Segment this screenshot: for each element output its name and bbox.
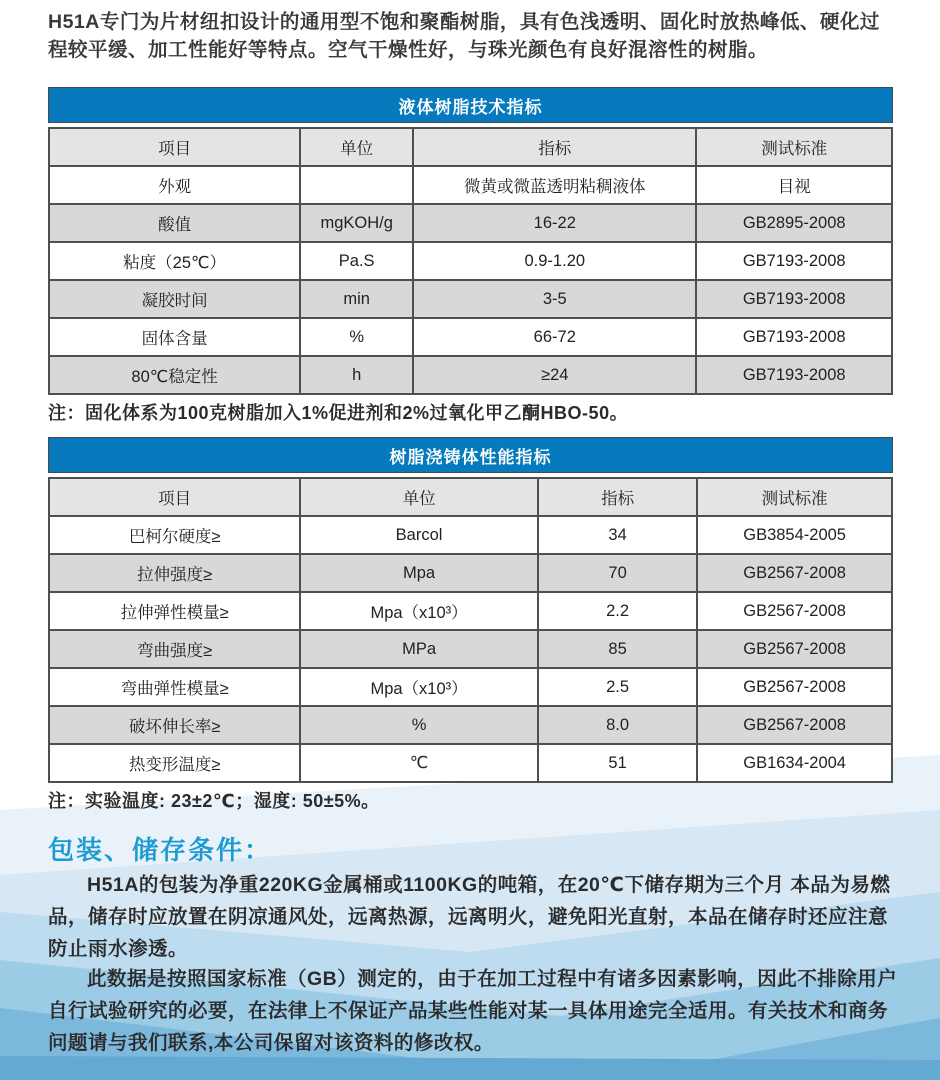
table-cell: 微黄或微蓝透明粘稠液体 — [413, 166, 696, 204]
table-cell: 凝胶时间 — [49, 280, 300, 318]
table-cell: 2.2 — [538, 592, 697, 630]
table-cell: Barcol — [300, 516, 538, 554]
product-intro-text: H51A专门为片材纽扣设计的通用型不饱和聚酯树脂，具有色浅透明、固化时放热峰低、硬化过程较平缓、加工性能好等特点。空气干燥性好，与珠光颜色有良好混溶性的树脂。 — [48, 11, 880, 61]
table-cell: GB7193-2008 — [696, 280, 892, 318]
table-row — [49, 516, 892, 554]
table-footnote: 注：固化体系为100克树脂加入1%促进剂和2%过氧化甲乙酮HBO-50。 — [48, 403, 629, 423]
table-row — [49, 280, 892, 318]
table-cell: GB2895-2008 — [696, 204, 892, 242]
table-cell: ℃ — [300, 744, 538, 782]
table-cell: 34 — [538, 516, 697, 554]
table-header-row — [49, 478, 892, 516]
spec-table — [48, 477, 893, 783]
table-row — [49, 554, 892, 592]
table-cell: 热变形温度≥ — [49, 744, 300, 782]
table-cell: 85 — [538, 630, 697, 668]
table-cell: 66-72 — [413, 318, 696, 356]
table-row — [49, 744, 892, 782]
table-header-row — [49, 128, 892, 166]
table-cell: GB2567-2008 — [697, 706, 892, 744]
table-row — [49, 706, 892, 744]
table-cell: 3-5 — [413, 280, 696, 318]
spec-table — [48, 127, 893, 395]
table-cell: GB1634-2004 — [697, 744, 892, 782]
table-cell: 0.9-1.20 — [413, 242, 696, 280]
table-cell: GB2567-2008 — [697, 554, 892, 592]
table-cell: ≥24 — [413, 356, 696, 394]
table-cell: 拉伸强度≥ — [49, 554, 300, 592]
table-row — [49, 318, 892, 356]
table-cell: GB3854-2005 — [697, 516, 892, 554]
table-cell: 80℃稳定性 — [49, 356, 300, 394]
storage-paragraph: H51A的包装为净重220KG金属桶或1100KG的吨箱，在20℃下储存期为三个月 本品为易燃品，储存时应放置在阴凉通风处，远离热源，远离明火，避免阳光直射，本品在储存时还应注意防止雨水渗透。 — [48, 874, 891, 960]
table-cell: MPa — [300, 630, 538, 668]
table-cell: GB2567-2008 — [697, 668, 892, 706]
table-cell: 弯曲强度≥ — [49, 630, 300, 668]
table-row — [49, 242, 892, 280]
table-cell: 外观 — [49, 166, 300, 204]
table-cell: 2.5 — [538, 668, 697, 706]
table-title-bar: 树脂浇铸体性能指标 — [48, 437, 893, 473]
table-row — [49, 630, 892, 668]
table-cell: GB2567-2008 — [697, 630, 892, 668]
table-cell: 粘度（25℃） — [49, 242, 300, 280]
table-title-bar: 液体树脂技术指标 — [48, 87, 893, 123]
disclaimer-paragraph: 此数据是按照国家标准（GB）测定的，由于在加工过程中有诸多因素影响，因此不排除用户自行试验研究的必要，在法律上不保证产品某些性能对某一具体用途完全适用。有关技术和商务问题请与我们联系,本公司保留对该资料的修改权。 — [48, 968, 898, 1054]
table-cell: 拉伸弹性模量≥ — [49, 592, 300, 630]
table-cell: 70 — [538, 554, 697, 592]
table-cell: min — [300, 280, 413, 318]
table-cell: 破坏伸长率≥ — [49, 706, 300, 744]
table-row — [49, 668, 892, 706]
table-cell: 51 — [538, 744, 697, 782]
column-header: 指标 — [413, 128, 696, 166]
casting-performance-table-block — [48, 437, 893, 783]
table-cell: 巴柯尔硬度≥ — [49, 516, 300, 554]
table-cell: mgKOH/g — [300, 204, 413, 242]
storage-section-heading: 包装、储存条件： — [48, 835, 273, 865]
column-header: 单位 — [300, 128, 413, 166]
table-cell: Mpa（x10³） — [300, 592, 538, 630]
table-cell: 酸值 — [49, 204, 300, 242]
table-cell: % — [300, 706, 538, 744]
table-cell: GB7193-2008 — [696, 356, 892, 394]
table-cell: Pa.S — [300, 242, 413, 280]
table-cell: GB2567-2008 — [697, 592, 892, 630]
column-header: 测试标准 — [696, 128, 892, 166]
table-cell: % — [300, 318, 413, 356]
column-header: 单位 — [300, 478, 538, 516]
table-cell: 16-22 — [413, 204, 696, 242]
table-cell: 固体含量 — [49, 318, 300, 356]
table-cell: GB7193-2008 — [696, 242, 892, 280]
table-cell: Mpa（x10³） — [300, 668, 538, 706]
table-row — [49, 592, 892, 630]
table-cell: 弯曲弹性模量≥ — [49, 668, 300, 706]
table-cell — [300, 166, 413, 204]
table-cell: GB7193-2008 — [696, 318, 892, 356]
table-row — [49, 204, 892, 242]
table-cell: 8.0 — [538, 706, 697, 744]
table-row — [49, 356, 892, 394]
column-header: 测试标准 — [697, 478, 892, 516]
liquid-resin-spec-table-block — [48, 87, 893, 395]
table-cell: Mpa — [300, 554, 538, 592]
column-header: 项目 — [49, 128, 300, 166]
column-header: 指标 — [538, 478, 697, 516]
table-cell: h — [300, 356, 413, 394]
table-cell: 目视 — [696, 166, 892, 204]
column-header: 项目 — [49, 478, 300, 516]
table-footnote: 注：实验温度: 23±2℃；湿度: 50±5%。 — [48, 791, 380, 811]
table-row — [49, 166, 892, 204]
